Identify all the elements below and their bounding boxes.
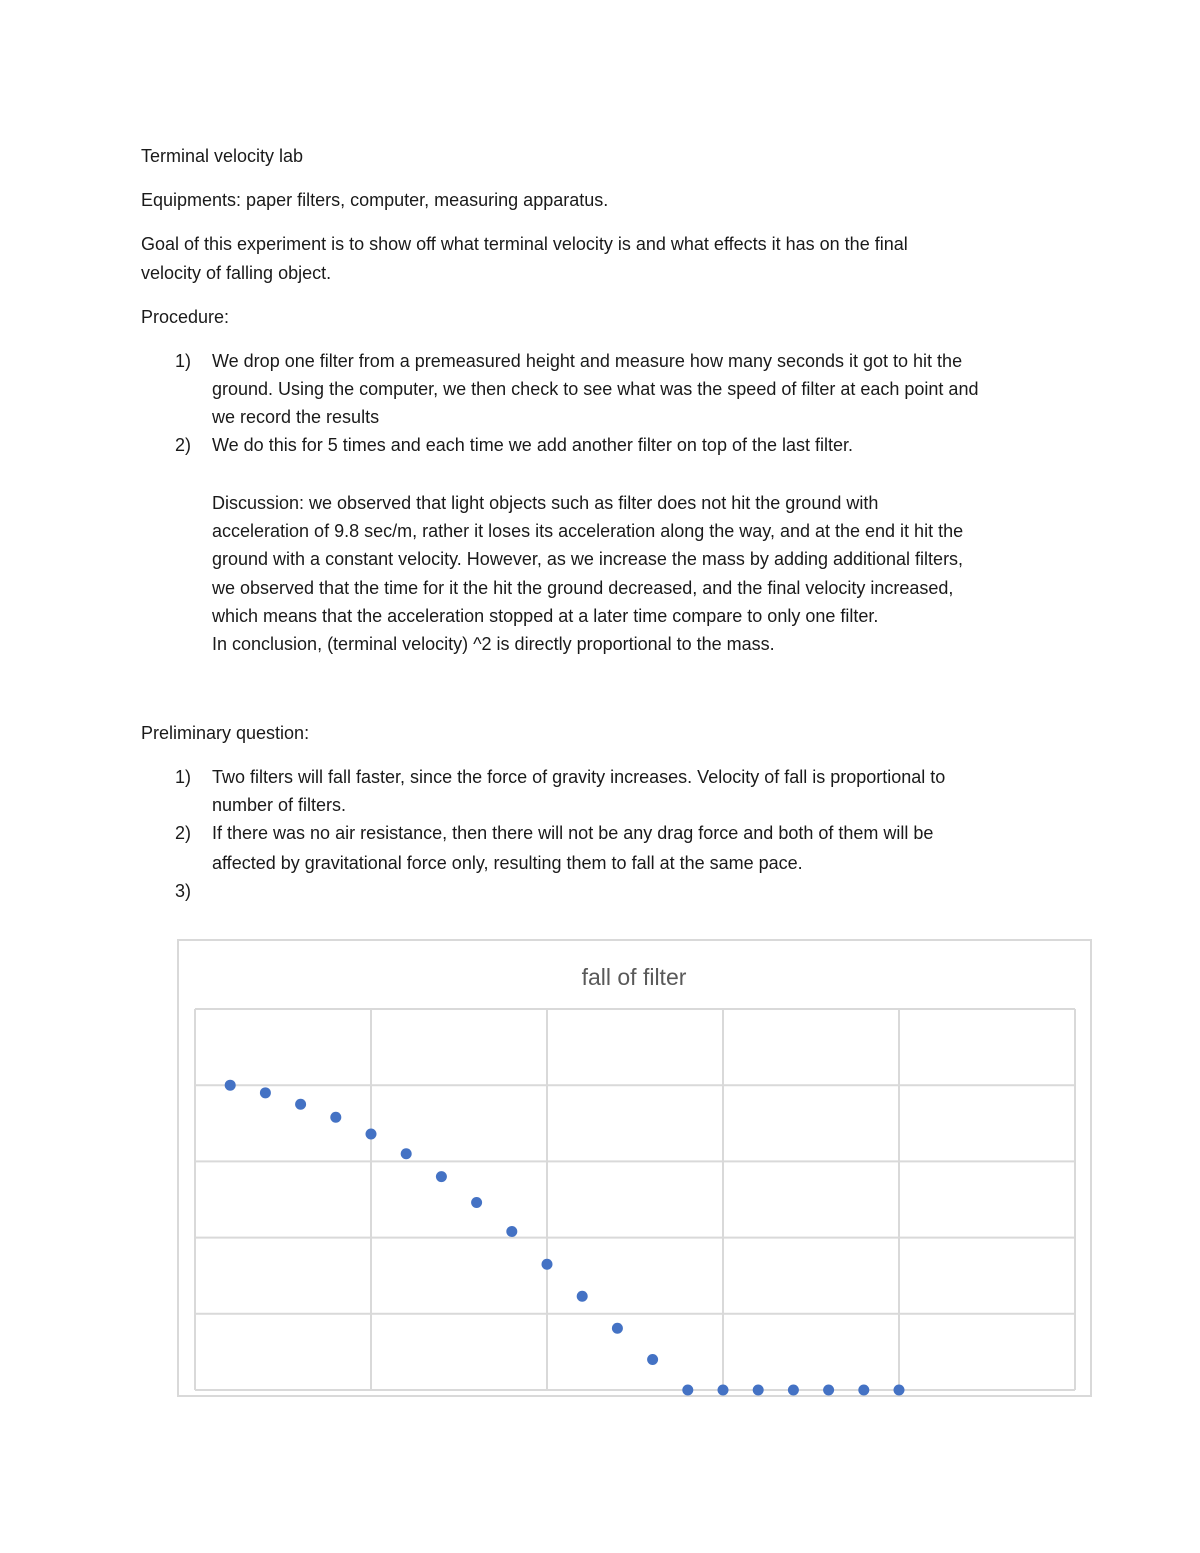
preliminary-line: number of filters. (212, 795, 347, 815)
procedure-number: 2) (175, 435, 192, 455)
discussion-line: acceleration of 9.8 sec/m, rather it loses its acceleration along the way, and at the end it hit the (212, 521, 964, 541)
chart-title: fall of filter (581, 964, 687, 990)
data-point (788, 1385, 799, 1396)
procedure-line: ground. Using the computer, we then check to see what was the speed of filter at each point and (212, 379, 979, 399)
discussion-line: we observed that the time for it the hit the ground decreased, and the final velocity increased, (212, 578, 954, 598)
chart-grid (195, 1009, 1075, 1390)
data-point (436, 1171, 447, 1182)
procedure-line: we record the results (212, 407, 380, 427)
data-point (753, 1385, 764, 1396)
data-point (577, 1291, 588, 1302)
data-point (858, 1385, 869, 1396)
data-point (225, 1080, 236, 1091)
data-point (506, 1226, 517, 1237)
document-title: Terminal velocity lab (141, 146, 304, 166)
data-point (682, 1385, 693, 1396)
data-point (471, 1197, 482, 1208)
data-point (542, 1259, 553, 1270)
procedure-number: 1) (175, 351, 192, 371)
data-point (894, 1385, 905, 1396)
preliminary-line: Two filters will fall faster, since the force of gravity increases. Velocity of fall is proportional to (212, 767, 946, 787)
procedure-heading: Procedure: (141, 307, 230, 327)
discussion-line: ground with a constant velocity. However, as we increase the mass by adding additional filters, (212, 549, 964, 569)
procedure-line: We drop one filter from a premeasured height and measure how many seconds it got to hit the (212, 351, 963, 371)
preliminary-heading: Preliminary question: (141, 723, 310, 743)
data-point (330, 1112, 341, 1123)
goal-line-1: Goal of this experiment is to show off what terminal velocity is and what effects it has on the final (141, 234, 908, 254)
data-point (718, 1385, 729, 1396)
equipment-text: Equipments: paper filters, computer, measuring apparatus. (141, 190, 609, 210)
data-point (647, 1354, 658, 1365)
discussion-line: Discussion: we observed that light objects such as filter does not hit the ground with (212, 493, 879, 513)
preliminary-number: 2) (175, 823, 192, 843)
goal-line-2: velocity of falling object. (141, 263, 332, 283)
conclusion-line: In conclusion, (terminal velocity) ^2 is directly proportional to the mass. (212, 634, 775, 654)
procedure-line: We do this for 5 times and each time we add another filter on top of the last filter. (212, 435, 854, 455)
preliminary-number: 3) (175, 881, 192, 901)
data-point (612, 1323, 623, 1334)
preliminary-number: 1) (175, 767, 192, 787)
data-point (366, 1128, 377, 1139)
data-point (295, 1099, 306, 1110)
discussion-line: which means that the acceleration stopped at a later time compare to only one filter. (212, 606, 879, 626)
data-point (401, 1148, 412, 1159)
data-point (260, 1087, 271, 1098)
preliminary-line: affected by gravitational force only, resulting them to fall at the same pace. (212, 853, 803, 873)
preliminary-line: If there was no air resistance, then there will not be any drag force and both of them will be (212, 823, 934, 843)
data-point (823, 1385, 834, 1396)
